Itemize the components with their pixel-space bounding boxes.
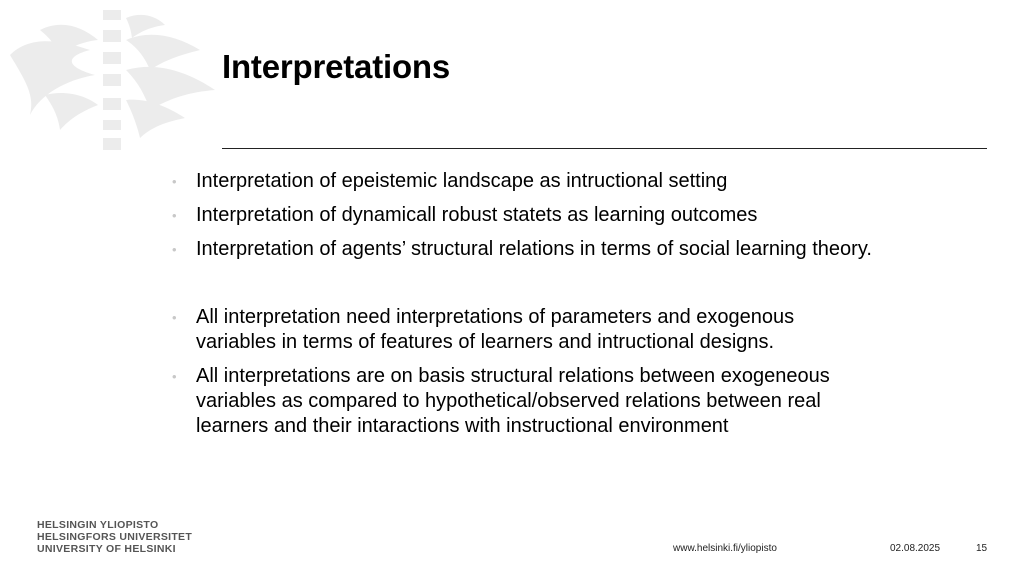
footer-url: www.helsinki.fi/yliopisto [673, 543, 777, 554]
bullet-icon: • [172, 174, 177, 189]
bullet-list [172, 169, 872, 448]
bullet-icon: • [172, 310, 177, 325]
page-number: 15 [976, 543, 988, 554]
bullet-icon: • [172, 208, 177, 223]
flame-torch-icon [0, 0, 240, 160]
bullet-text: Interpretation of epeistemic landscape as intructional setting [196, 170, 728, 192]
title-divider [222, 148, 987, 149]
bullet-text: Interpretation of agents’ structural relations in terms of social learning theory. [196, 238, 872, 260]
list-item [172, 169, 872, 194]
university-name-sv: HELSINGFORS UNIVERSITET [37, 531, 193, 543]
list-item [172, 203, 872, 228]
list-item [172, 364, 872, 439]
bullet-icon: • [172, 369, 177, 384]
university-logo [37, 519, 192, 555]
bullet-text: Interpretation of dynamicall robust statets as learning outcomes [196, 204, 758, 226]
list-item [172, 305, 872, 355]
list-item [172, 237, 872, 262]
page-title: Interpretations [222, 48, 451, 85]
university-name-en: UNIVERSITY OF HELSINKI [37, 543, 176, 555]
bullet-icon: • [172, 242, 177, 257]
bullet-text: All interpretation need interpretations of parameters and exogenous variables in terms of features of learners and intructional designs. [196, 306, 795, 353]
bullet-text: All interpretations are on basis structural relations between exogeneous variables as compared to hypothetical/observed relations between real learners and their intaractions with instructional environment [196, 365, 830, 437]
footer-date: 02.08.2025 [890, 543, 941, 554]
university-name-fi: HELSINGIN YLIOPISTO [37, 519, 159, 531]
